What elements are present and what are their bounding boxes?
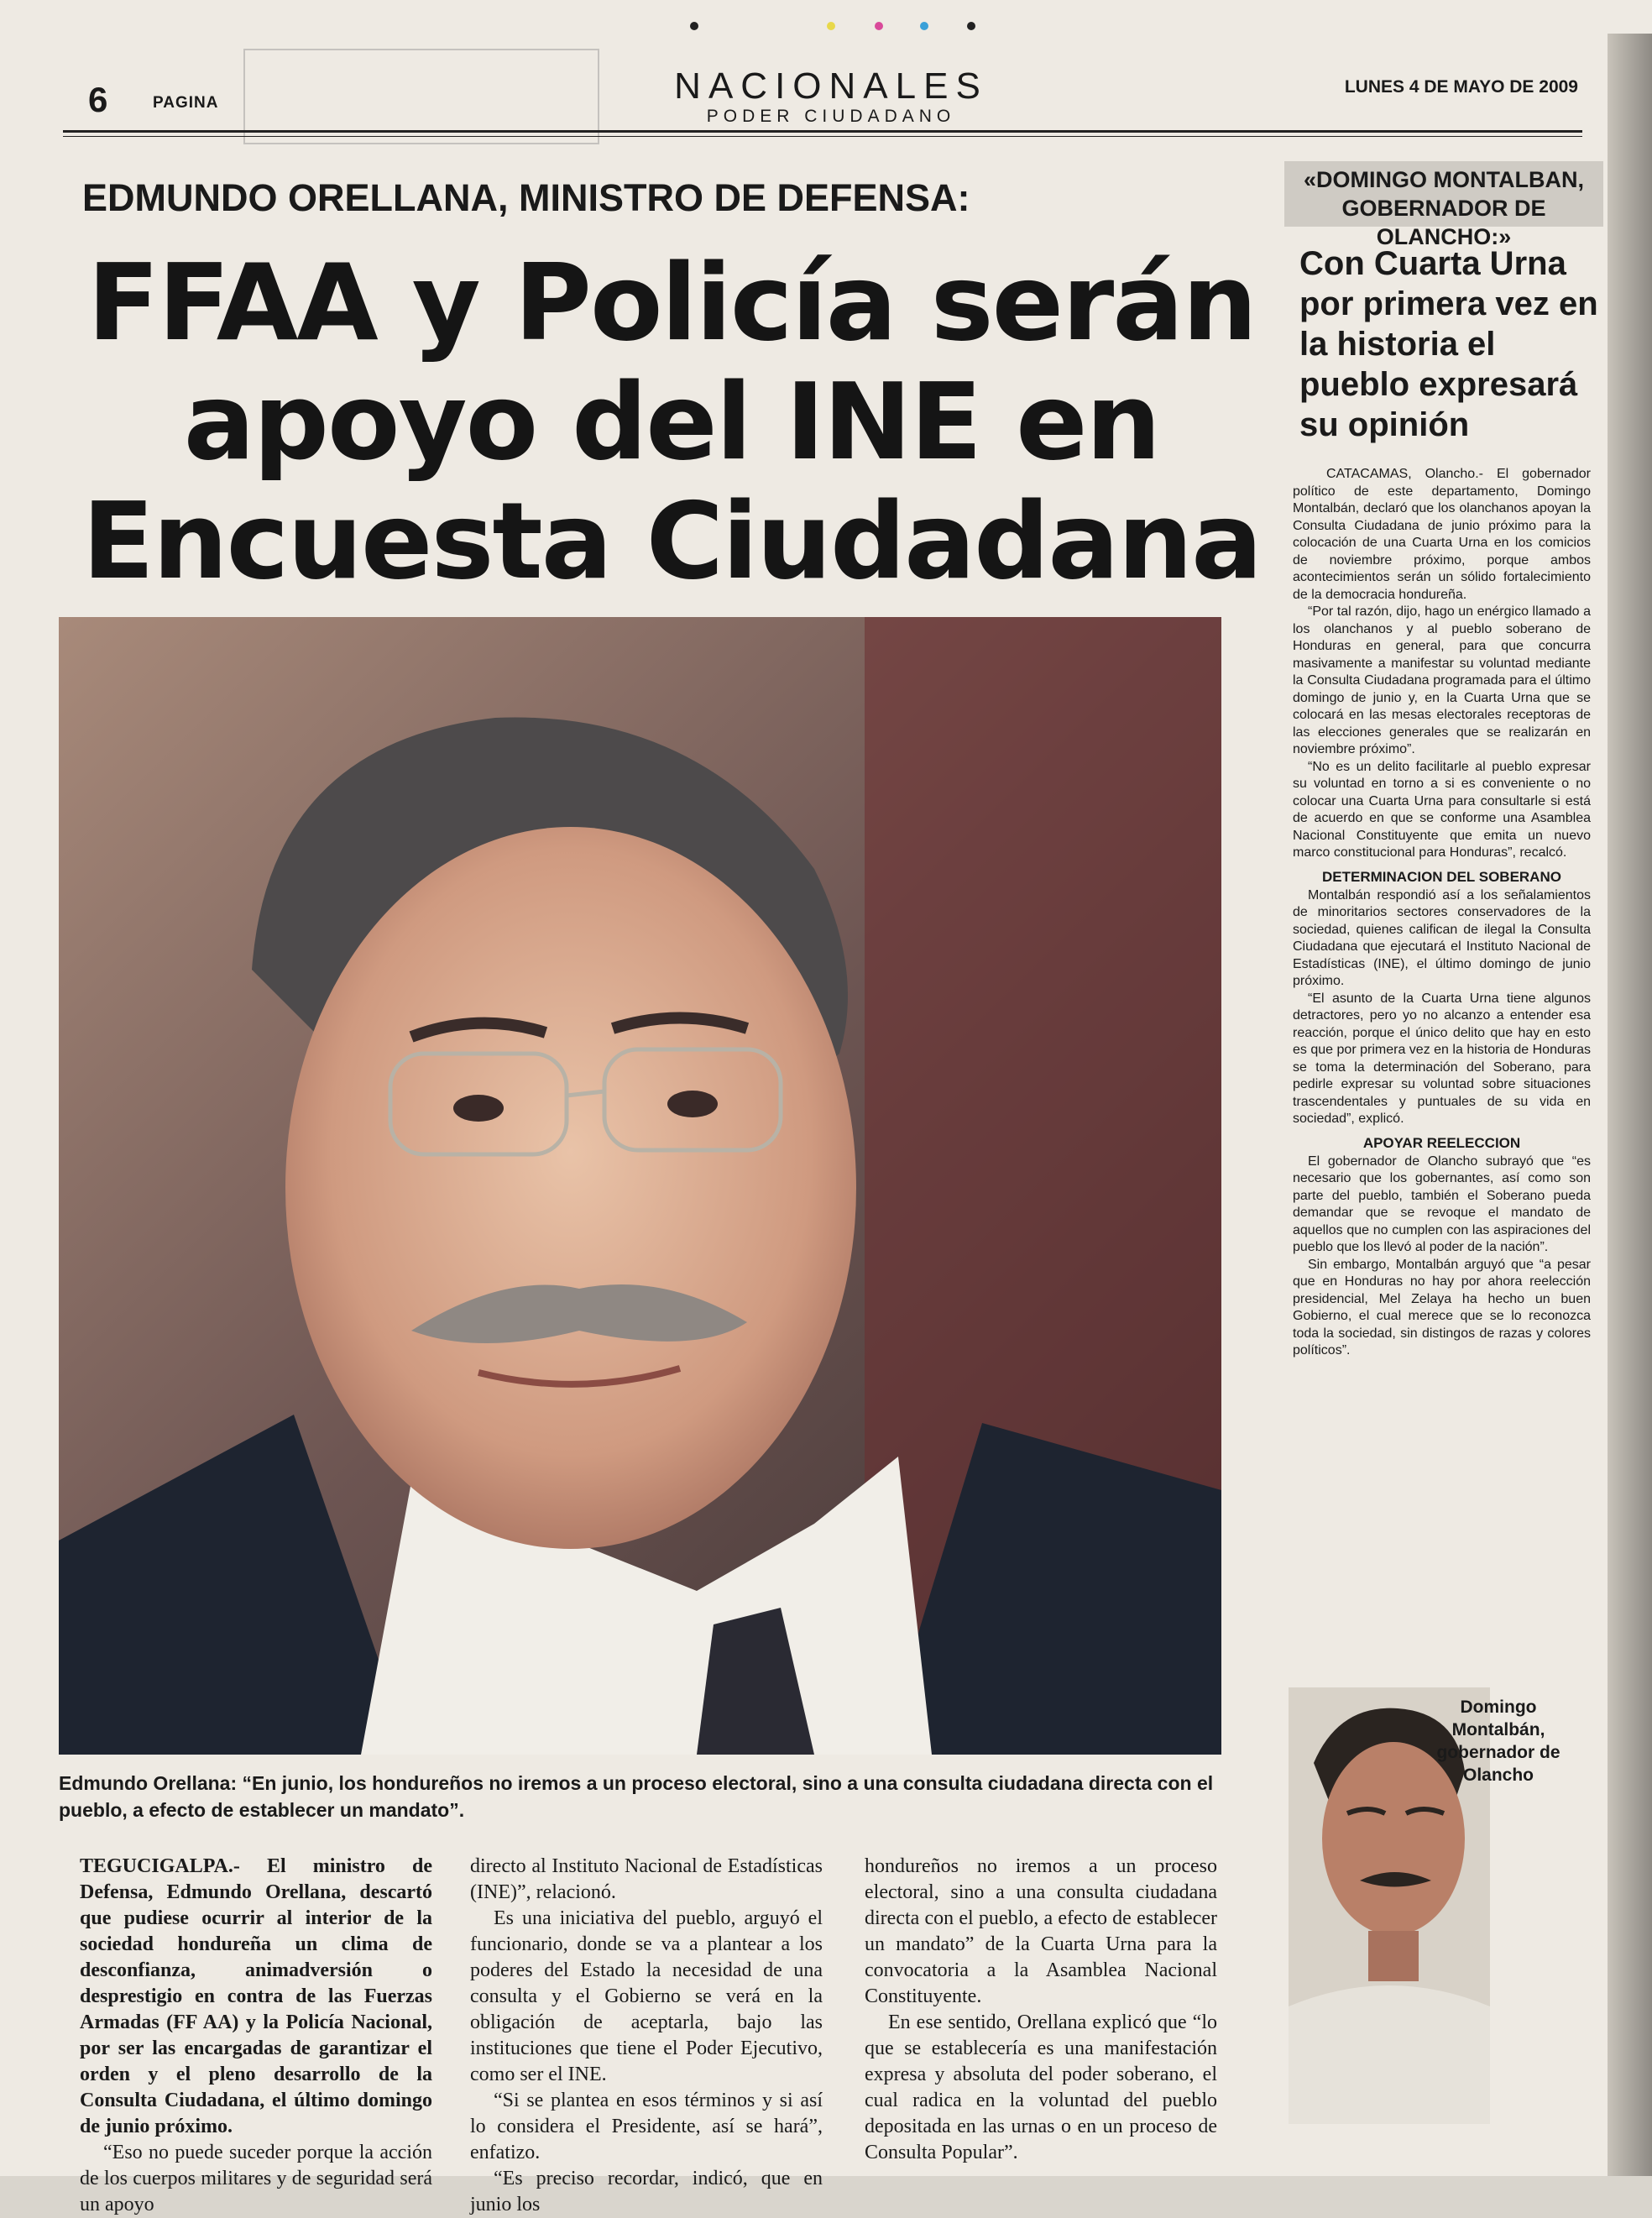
article-paragraph: TEGUCIGALPA.- El ministro de Defensa, Edmundo Orellana, descartó que pudiese ocurrir al interior de la sociedad hondureña un clima de desconfianza, animadversión o desprestigio en contra de las Fuerzas Armadas (FF AA) y la Policía Nacional, por ser las encargadas de garantizar el orden y el pleno desarrollo de la Consulta Ciudadana, el último domingo de junio próximo.	[80, 1855, 432, 2137]
page-number: 6	[88, 80, 108, 119]
article-paragraph: “Eso no puede suceder porque la acción de los cuerpos militares y de seguridad será un apoyo	[80, 2142, 432, 2215]
minister-photo	[59, 617, 1221, 1755]
article-paragraph: En ese sentido, Orellana explicó que “lo que se establecería es una manifestación expresa y absoluta del poder soberano, el cual radica en la voluntad del pueblo depositada en las urnas o en un proceso de Consulta Popular”.	[865, 2011, 1217, 2163]
sidebar-headline: Con Cuarta Urna por primera vez en la historia el pueblo expresará su opinión	[1299, 245, 1598, 443]
registration-mark	[967, 22, 975, 30]
article-paragraph: “Es preciso recordar, indicó, que en junio los	[470, 2168, 823, 2215]
article-paragraph: Es una iniciativa del pueblo, arguyó el funcionario, donde se va a plantear a los poderes del Estado la necesidad de una consulta y el Gobierno se verá en la obligación de aceptarla, bajo las instituciones que tiene el Poder Ejecutivo, como ser el INE.	[470, 1907, 823, 2085]
article-paragraph: hondureños no iremos a un proceso electoral, sino a una consulta ciudadana directa con el pueblo, a efecto de establecer un mandato” de la Cuarta Urna para la convocatoria a la Asamblea Nacional Constituyente.	[865, 1855, 1217, 2007]
article-kicker: EDMUNDO ORELLANA, MINISTRO DE DEFENSA:	[82, 176, 970, 219]
article-column-3	[865, 1854, 1217, 2166]
sidebar-body	[1293, 466, 1591, 1360]
photo-caption: Edmundo Orellana: “En junio, los hondureños no iremos a un proceso electoral, sino a una consulta ciudadana directa con el pueblo, a efecto de establecer un mandato”.	[59, 1772, 1214, 1821]
sidebar-subheading: APOYAR REELECCION	[1362, 1134, 1521, 1151]
portrait-illustration	[59, 617, 1221, 1755]
sidebar-paragraph: “El asunto de la Cuarta Urna tiene algunos detractores, pero yo no alcanzo a entender esa reacción, porque el único delito que hay en esto es que por primera vez en la historia de Honduras se toma la determinación del Soberano, para pedirle expresar su voluntad sobre situaciones trascendentales y puntuales de su vida en sociedad”, explicó.	[1293, 991, 1591, 1126]
registration-mark	[827, 22, 835, 30]
sidebar-paragraph: Sin embargo, Montalbán arguyó que “a pesar que en Honduras no hay por ahora reelección presidencial, Mel Zelaya ha hecho un buen Gobierno, el cual merece que se lo reconozca toda la sociedad, sin distingos de razas y colores políticos”.	[1293, 1257, 1591, 1357]
registration-mark	[875, 22, 883, 30]
sidebar-paragraph: “Por tal razón, dijo, hago un enérgico llamado a los olanchanos y al pueblo soberano de Honduras en general, para que concurra masivamente a manifestar su voluntad mediante la Consulta Ciudadana programada para el último domingo de junio y, en la Cuarta Urna que se colocará en las mesas electorales receptoras de las elecciones generales que se realizarán en noviembre próximo”.	[1293, 604, 1591, 756]
headline-line: apoyo del INE en	[183, 360, 1160, 484]
article-paragraph: “Si se plantea en esos términos y si así lo considera el Presidente, así se hará”, enfatizo.	[470, 2090, 823, 2163]
article-column-2	[470, 1854, 823, 2218]
article-column-1	[80, 1854, 432, 2218]
header-rule	[63, 136, 1582, 137]
page-edge-shadow	[1608, 34, 1652, 2176]
governor-photo-caption: Domingo Montalbán, gobernador de Olancho	[1436, 1698, 1561, 1785]
sidebar-subheading: DETERMINACION DEL SOBERANO	[1322, 868, 1561, 885]
sidebar-paragraph: El gobernador de Olancho subrayó que “es necesario que los gobernantes, así como son parte del pueblo, también el Soberano pueda demandar que se revoque el mandato de aquellos que no cumplen con las aspiraciones del pueblo que los llevó al poder de la nación”.	[1293, 1153, 1591, 1254]
article-headline	[59, 243, 1284, 601]
sidebar-paragraph: Montalbán respondió así a los señalamientos de minoritarios sectores conservadores de la sociedad, quienes califican de ilegal la Consulta Ciudadana que ejecutará el Instituto Nacional de Estadísticas (INE), el último domingo de junio próximo.	[1293, 887, 1591, 988]
article-paragraph: directo al Instituto Nacional de Estadísticas (INE)”, relacionó.	[470, 1855, 823, 1903]
headline-line: Encuesta Ciudadana	[81, 479, 1262, 603]
registration-mark	[920, 22, 928, 30]
registration-mark	[690, 22, 698, 30]
header-rule	[63, 130, 1582, 133]
headline-line: FFAA y Policía serán	[87, 241, 1256, 364]
page-label: PAGINA	[153, 94, 219, 112]
issue-date: LUNES 4 DE MAYO DE 2009	[1344, 77, 1578, 97]
section-title: NACIONALES	[674, 65, 988, 107]
section-subtitle: PODER CIUDADANO	[706, 107, 956, 126]
sidebar-kicker: «DOMINGO MONTALBAN, GOBERNADOR DE OLANCHO:»	[1304, 167, 1584, 249]
sidebar-paragraph: CATACAMAS, Olancho.- El gobernador político de este departamento, Domingo Montalbán, declaró que los olanchanos apoyan la Consulta Ciudadana de junio próximo para la colocación de una Cuarta Urna en los comicios de noviembre próximo, porque ambos acontecimientos serán un sólido fortalecimiento de la democracia hondureña.	[1293, 467, 1591, 602]
sidebar-paragraph: “No es un delito facilitarle al pueblo expresar su voluntad en torno a si es conveniente o no colocar una Cuarta Urna para consultarle si está de acuerdo en que se conforme una Asamblea Nacional Constituyente que emita un nuevo marco constitucional para Honduras”, recalcó.	[1293, 759, 1591, 860]
